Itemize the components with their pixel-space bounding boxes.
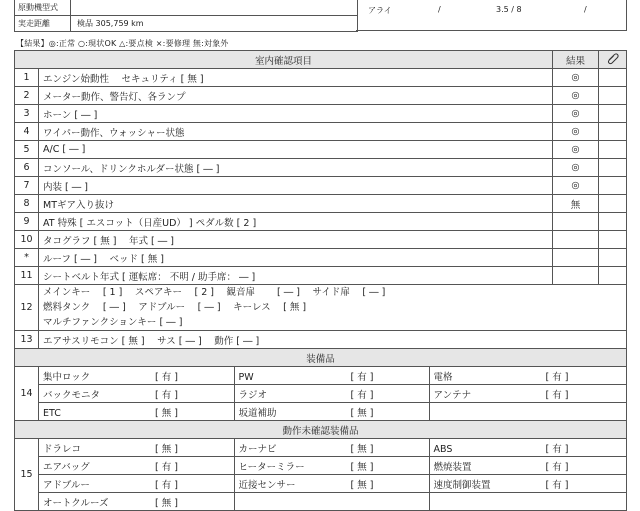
equipment-row — [39, 493, 626, 511]
alignment-box — [356, 0, 627, 31]
equipment-name: オートクルーズ — [43, 497, 109, 509]
item-text: 内装 [ ― ] — [39, 177, 553, 195]
item-result: ◎ — [553, 159, 599, 177]
keys-cell — [39, 285, 627, 331]
table-row — [15, 159, 627, 177]
item-text: A/C [ ― ] — [39, 141, 553, 159]
alignment-sep: / — [584, 5, 587, 14]
equipment-value: [ 無 ] — [155, 443, 178, 455]
table-row — [15, 285, 627, 331]
equipment-section-title: 装備品 — [15, 349, 627, 367]
equipment-row — [39, 439, 626, 457]
item-number: 12 — [15, 285, 39, 331]
vehicle-header — [14, 0, 358, 32]
equipment-item — [429, 457, 626, 475]
item-extra — [599, 159, 627, 177]
table-row — [15, 249, 627, 267]
equipment-name: 集中ロック — [43, 371, 91, 383]
item-text: タコグラフ [ 無 ] 年式 [ ― ] — [39, 231, 553, 249]
table-row — [15, 69, 627, 87]
item-result: ◎ — [553, 141, 599, 159]
item-number: 11 — [15, 267, 39, 285]
item-text: エンジン始動性 セキュリティ [ 無 ] — [39, 69, 553, 87]
equipment-value: [ 有 ] — [545, 389, 569, 401]
item-text: ワイパー動作、ウォッシャー状態 — [39, 123, 553, 141]
equipment-value: [ 有 ] — [350, 389, 374, 401]
equipment-item — [234, 403, 429, 421]
alignment-value: 3.5 / 8 — [496, 5, 522, 14]
item-number: 1 — [15, 69, 39, 87]
item-extra — [599, 267, 627, 285]
equipment-item — [39, 403, 234, 421]
equipment-name: ラジオ — [238, 389, 268, 401]
header-row — [15, 16, 357, 32]
equipment-item — [429, 439, 626, 457]
table-title: 室内確認項目 — [15, 51, 553, 69]
equipment-item — [429, 403, 626, 421]
equipment-item — [234, 457, 429, 475]
item-text: ルーフ [ ― ] ベッド [ 無 ] — [39, 249, 553, 267]
item-result — [553, 249, 599, 267]
keys-line: 燃料タンク [ ― ] アドブルー [ ― ] キーレス [ 無 ] — [43, 302, 307, 313]
item-number: 5 — [15, 141, 39, 159]
equipment-row — [39, 403, 626, 421]
table-row — [15, 105, 627, 123]
item-result: ◎ — [553, 177, 599, 195]
equipment-name: ABS — [433, 443, 453, 455]
equipment-value: [ 無 ] — [350, 461, 374, 473]
section-header-row — [15, 421, 627, 439]
item-extra — [599, 69, 627, 87]
equipment-name: ETC — [43, 407, 61, 419]
equipment-value: [ 有 ] — [545, 371, 569, 383]
result-header: 結果 — [553, 51, 599, 69]
equipment-row — [39, 367, 626, 385]
item-result: ◎ — [553, 69, 599, 87]
equipment-value: [ 有 ] — [545, 461, 569, 473]
item-extra — [599, 195, 627, 213]
item-number: 2 — [15, 87, 39, 105]
equipment-value: [ 有 ] — [155, 479, 178, 491]
engine-model-value — [71, 0, 357, 15]
equipment-value: [ 有 ] — [350, 371, 374, 383]
equipment-item — [234, 385, 429, 403]
equipment-value: [ 無 ] — [155, 407, 178, 419]
item-extra — [599, 231, 627, 249]
keys-line: マルチファンクションキー [ ― ] — [43, 317, 183, 328]
equipment-name: 燃焼装置 — [433, 461, 472, 473]
item-result: ◎ — [553, 123, 599, 141]
equipment-name: 坂道補助 — [238, 407, 277, 419]
equipment-row — [39, 385, 626, 403]
table-row — [15, 267, 627, 285]
table-row — [15, 195, 627, 213]
equipment-name: カーナビ — [238, 443, 277, 455]
table-row — [15, 123, 627, 141]
equipment-value: [ 無 ] — [350, 479, 374, 491]
header-row — [15, 0, 357, 16]
item-number: 13 — [15, 331, 39, 349]
equipment-item — [429, 367, 626, 385]
item-number: 6 — [15, 159, 39, 177]
item-number: 15 — [15, 439, 39, 511]
item-result — [553, 213, 599, 231]
equipment-item — [234, 493, 429, 511]
alignment-sep: / — [438, 5, 441, 14]
unconfirmed-section-table — [39, 439, 626, 510]
equipment-name: ドラレコ — [43, 443, 82, 455]
equipment-item — [429, 493, 626, 511]
equipment-name: 電格 — [433, 371, 453, 383]
item-number: 7 — [15, 177, 39, 195]
keys-line: メインキー [ 1 ] スペアキー [ 2 ] 観音扉 [ ― ] サイド扉 [ ― ] — [43, 287, 386, 298]
equipment-value: [ 有 ] — [545, 443, 569, 455]
equipment-item — [39, 439, 234, 457]
item-result: 無 — [553, 195, 599, 213]
equipment-item — [234, 367, 429, 385]
equipment-item — [39, 493, 234, 511]
unconfirmed-section-title: 動作未確認装備品 — [15, 421, 627, 439]
equipment-row — [39, 475, 626, 493]
engine-model-label: 原動機型式 — [15, 0, 71, 15]
clip-cell — [599, 51, 627, 69]
equipment-name: PW — [238, 371, 254, 383]
item-text: メーター動作、警告灯、各ランプ — [39, 87, 553, 105]
item-result: ◎ — [553, 105, 599, 123]
equipment-value: [ 有 ] — [155, 389, 178, 401]
section-header-row — [15, 349, 627, 367]
table-row — [15, 231, 627, 249]
equipment-value: [ 無 ] — [350, 443, 374, 455]
alignment-label: アライ — [368, 6, 392, 15]
equipment-name: 近接センサー — [238, 479, 296, 491]
item-extra — [599, 141, 627, 159]
equipment-item — [39, 385, 234, 403]
clip-icon — [606, 52, 620, 64]
equipment-name: エアバッグ — [43, 461, 90, 473]
item-extra — [599, 177, 627, 195]
item-extra — [599, 105, 627, 123]
mileage-label: 実走距離 — [15, 16, 71, 31]
equipment-name: アンテナ — [433, 389, 472, 401]
item-extra — [599, 87, 627, 105]
table-row — [15, 331, 627, 349]
item-number: 10 — [15, 231, 39, 249]
item-number: 9 — [15, 213, 39, 231]
equipment-name: アドブルー — [43, 479, 90, 491]
item-extra — [599, 123, 627, 141]
equipment-name: バックモニタ — [43, 389, 101, 401]
result-legend: 【結果】◎:正常 ○:現状OK △:要点検 ×:要修理 無:対象外 — [16, 39, 229, 48]
equipment-value: [ 無 ] — [350, 407, 374, 419]
item-text: シートベルト年式 [ 運転席： 不明 / 助手席： ― ] — [39, 267, 553, 285]
item-number: 14 — [15, 367, 39, 421]
equipment-row — [39, 457, 626, 475]
equipment-item — [39, 367, 234, 385]
equipment-value: [ 有 ] — [155, 461, 178, 473]
equipment-name: 速度制御装置 — [433, 479, 491, 491]
equipment-item — [234, 475, 429, 493]
item-extra — [599, 213, 627, 231]
item-result — [553, 267, 599, 285]
table-row — [15, 213, 627, 231]
equipment-item — [234, 439, 429, 457]
table-row — [15, 141, 627, 159]
equipment-value: [ 有 ] — [155, 371, 178, 383]
equipment-section-table — [39, 367, 626, 420]
mileage-value: 検品 305,759 km — [77, 19, 144, 28]
item-extra — [599, 249, 627, 267]
table-row — [15, 367, 627, 421]
table-row — [15, 87, 627, 105]
item-number: 3 — [15, 105, 39, 123]
equipment-item — [429, 475, 626, 493]
item-text: コンソール、ドリンクホルダー状態 [ ― ] — [39, 159, 553, 177]
equipment-name: ヒーターミラー — [238, 461, 305, 473]
item-result — [553, 231, 599, 249]
equipment-item — [39, 475, 234, 493]
item-number: * — [15, 249, 39, 267]
item-number: 8 — [15, 195, 39, 213]
equipment-section-grid — [39, 367, 627, 421]
equipment-item — [429, 385, 626, 403]
table-row — [15, 439, 627, 511]
item-number: 4 — [15, 123, 39, 141]
table-row — [15, 177, 627, 195]
item-text: AT 特殊 [ エスコット（日産UD） ] ペダル数 [ 2 ] — [39, 213, 553, 231]
equipment-value: [ 有 ] — [545, 479, 569, 491]
interior-check-table — [14, 50, 627, 511]
equipment-value: [ 無 ] — [155, 497, 178, 509]
item-text: ホーン [ ― ] — [39, 105, 553, 123]
equipment-item — [39, 457, 234, 475]
item-text: エアサスリモコン [ 無 ] サス [ ― ] 動作 [ ― ] — [39, 331, 627, 349]
item-result: ◎ — [553, 87, 599, 105]
item-text: MTギア入り抜け — [39, 195, 553, 213]
unconfirmed-section-grid — [39, 439, 627, 511]
